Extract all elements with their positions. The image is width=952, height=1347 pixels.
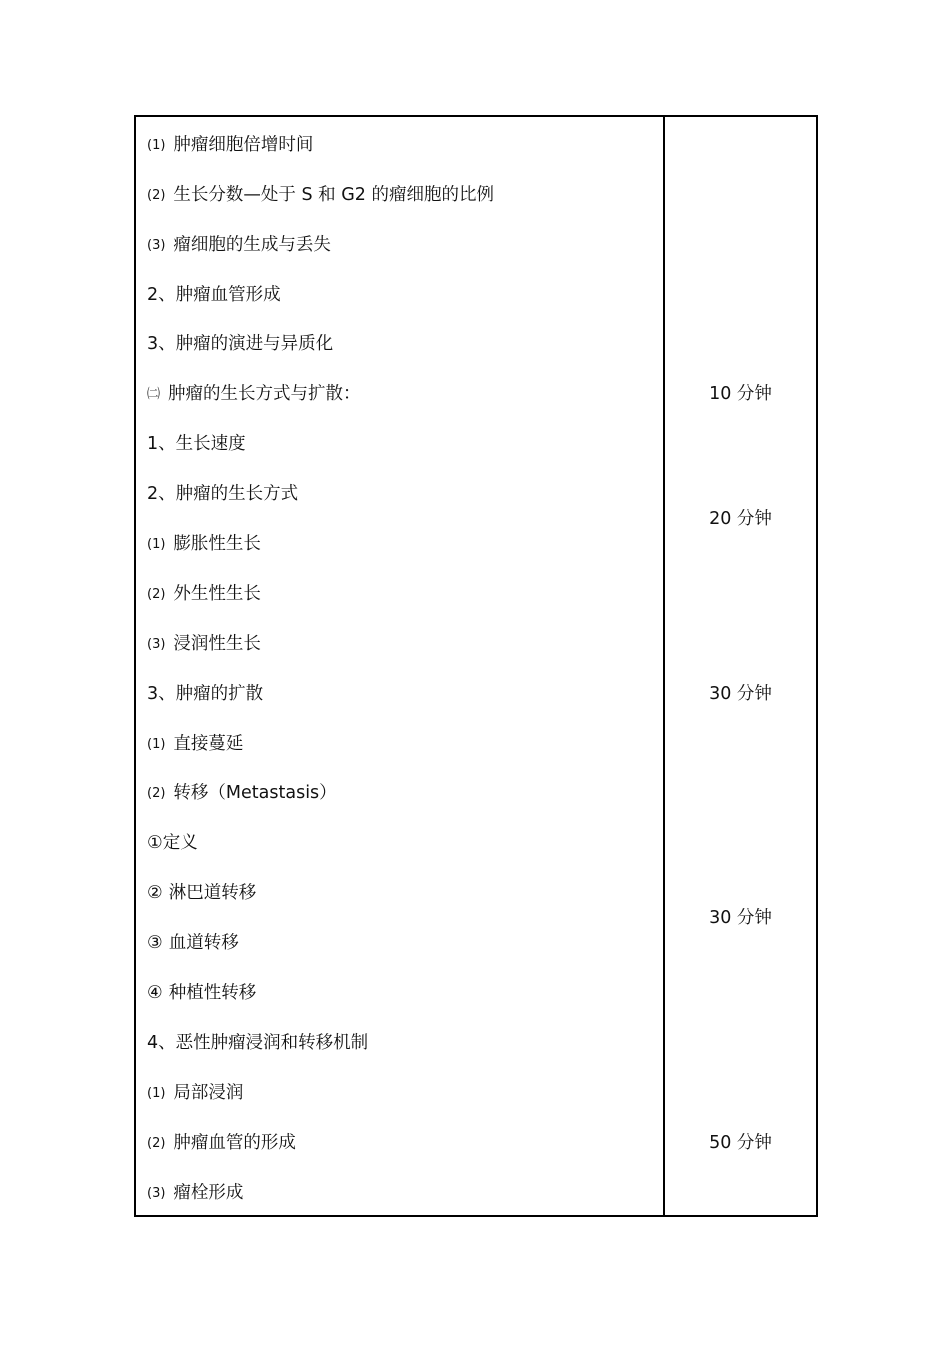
time-allocation: 10 分钟 bbox=[709, 384, 772, 404]
outline-text: 淋巴道转移 bbox=[168, 883, 257, 903]
outline-line bbox=[147, 1031, 368, 1055]
lesson-outline-table bbox=[134, 115, 818, 1217]
list-marker: (2) bbox=[147, 587, 166, 602]
list-marker: ② bbox=[147, 883, 163, 903]
outline-line bbox=[147, 382, 361, 408]
outline-text: 种植性转移 bbox=[168, 983, 257, 1003]
list-marker: (2) bbox=[147, 1136, 166, 1151]
outline-text: 2、肿瘤的生长方式 bbox=[147, 484, 299, 504]
outline-line bbox=[147, 1081, 243, 1107]
outline-text: 瘤细胞的生成与丢失 bbox=[173, 235, 331, 255]
outline-text: 1、生长速度 bbox=[147, 434, 246, 454]
outline-line bbox=[147, 133, 313, 159]
list-marker: (3) bbox=[147, 238, 166, 253]
outline-text: 4、恶性肿瘤浸润和转移机制 bbox=[147, 1033, 369, 1053]
outline-text: 肿瘤的生长方式与扩散： bbox=[168, 384, 361, 404]
outline-text: 瘤栓形成 bbox=[173, 1183, 244, 1203]
outline-line bbox=[147, 732, 243, 758]
list-marker: ㈡ bbox=[147, 387, 161, 402]
outline-text: 生长分数—处于 S 和 G2 的瘤细胞的比例 bbox=[173, 185, 494, 205]
outline-text: 直接蔓延 bbox=[173, 734, 244, 754]
outline-line bbox=[147, 283, 281, 307]
outline-text: 膨胀性生长 bbox=[173, 534, 261, 554]
outline-text: 2、肿瘤血管形成 bbox=[147, 285, 281, 305]
list-marker: (1) bbox=[147, 737, 166, 752]
outline-text: 3、肿瘤的演进与异质化 bbox=[147, 334, 334, 354]
outline-line bbox=[147, 582, 261, 608]
outline-line bbox=[147, 632, 261, 658]
outline-line bbox=[147, 881, 256, 905]
outline-line bbox=[147, 1131, 296, 1157]
outline-line bbox=[147, 183, 494, 209]
outline-line bbox=[147, 682, 263, 706]
time-allocation: 50 分钟 bbox=[709, 1133, 772, 1153]
outline-line bbox=[147, 532, 261, 558]
outline-line bbox=[147, 233, 331, 259]
outline-line bbox=[147, 931, 239, 955]
list-marker: (2) bbox=[147, 188, 166, 203]
outline-text: ①定义 bbox=[147, 833, 198, 853]
outline-text: 浸润性生长 bbox=[173, 634, 261, 654]
outline-text: 3、肿瘤的扩散 bbox=[147, 684, 264, 704]
time-column bbox=[665, 117, 816, 1215]
outline-text: 肿瘤细胞倍增时间 bbox=[173, 135, 314, 155]
outline-line bbox=[147, 482, 298, 506]
time-allocation: 20 分钟 bbox=[709, 509, 772, 529]
outline-text: 转移（Metastasis） bbox=[173, 783, 337, 803]
outline-line bbox=[147, 432, 246, 456]
outline-text: 血道转移 bbox=[168, 933, 239, 953]
list-marker: (1) bbox=[147, 1086, 166, 1101]
outline-text: 局部浸润 bbox=[173, 1083, 244, 1103]
outline-text: 肿瘤血管的形成 bbox=[173, 1133, 296, 1153]
time-allocation: 30 分钟 bbox=[709, 908, 772, 928]
outline-line bbox=[147, 831, 198, 855]
time-allocation: 30 分钟 bbox=[709, 684, 772, 704]
list-marker: (1) bbox=[147, 537, 166, 552]
outline-text: 外生性生长 bbox=[173, 584, 261, 604]
list-marker: (1) bbox=[147, 138, 166, 153]
list-marker: ③ bbox=[147, 933, 163, 953]
outline-line bbox=[147, 332, 333, 356]
list-marker: (3) bbox=[147, 637, 166, 652]
outline-line bbox=[147, 781, 337, 807]
outline-line bbox=[147, 981, 256, 1005]
list-marker: (3) bbox=[147, 1186, 166, 1201]
list-marker: (2) bbox=[147, 786, 166, 801]
content-column bbox=[136, 117, 663, 1215]
list-marker: ④ bbox=[147, 983, 163, 1003]
outline-line bbox=[147, 1181, 243, 1207]
